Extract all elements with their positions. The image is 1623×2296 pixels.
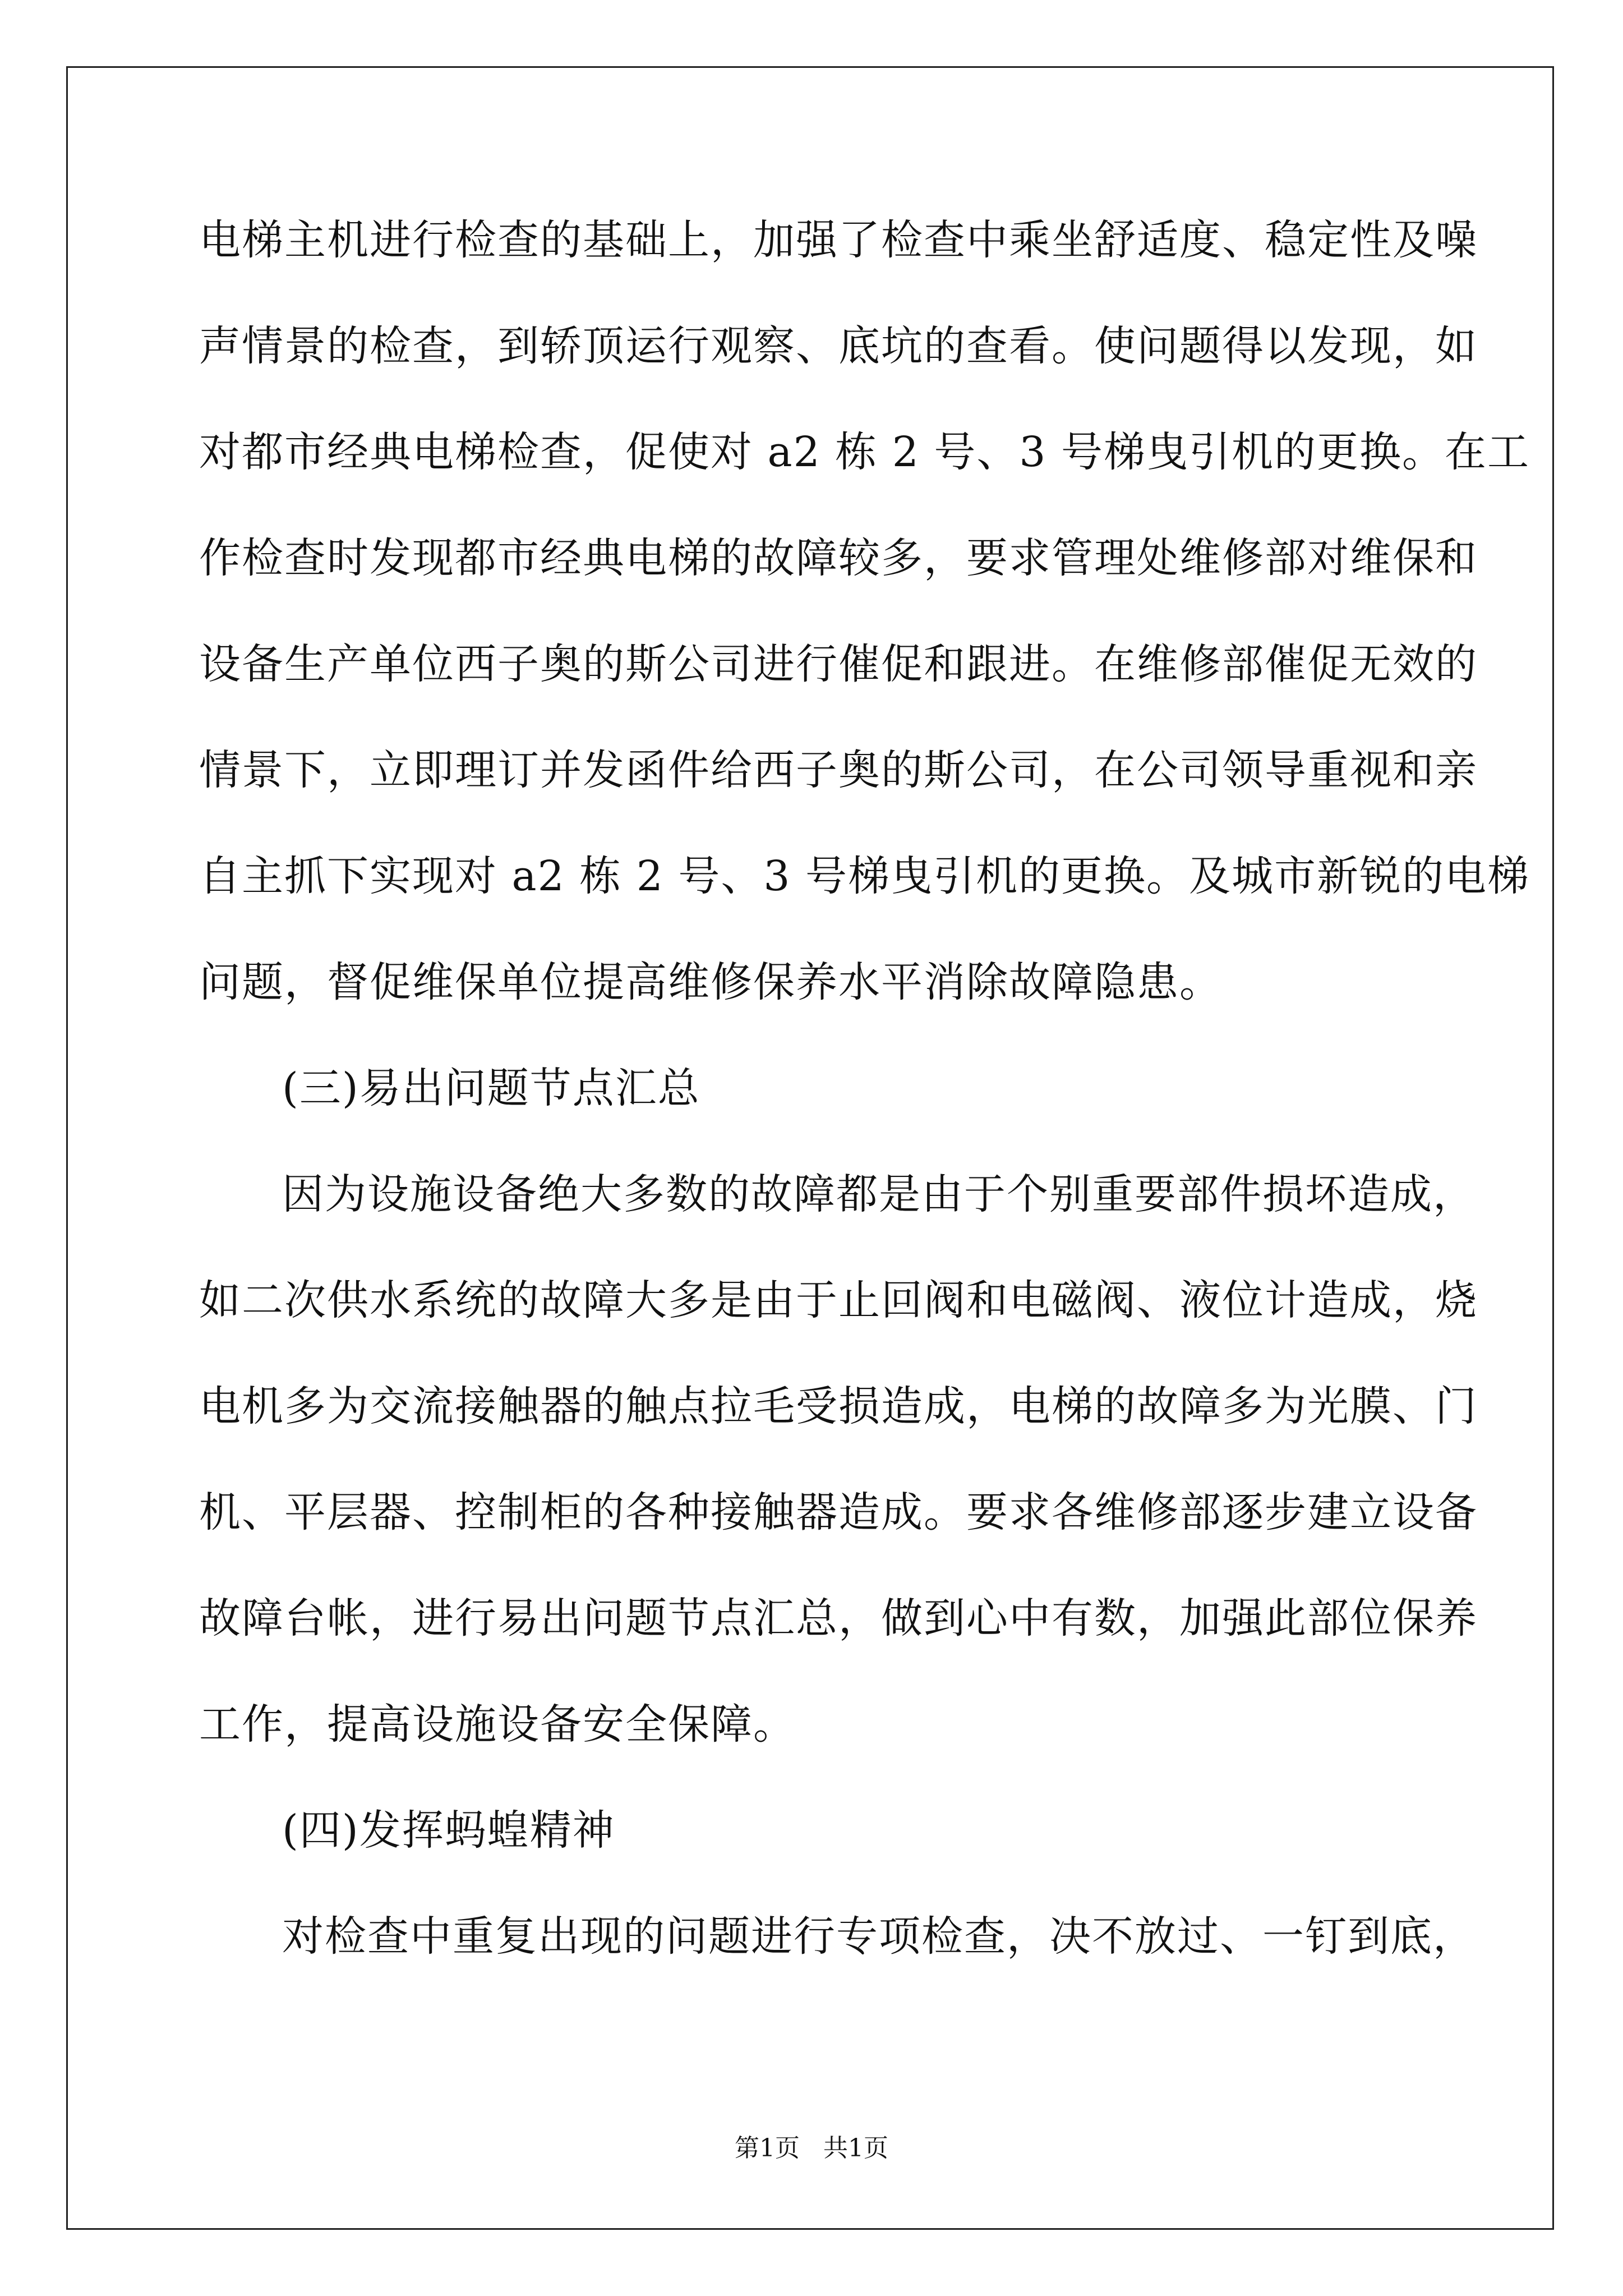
text-line: 电梯主机进行检查的基础上，加强了检查中乘坐舒适度、稳定性及噪: [199, 216, 1478, 264]
section-heading: (三)易出问题节点汇总: [282, 1064, 700, 1112]
text-line: 机、平层器、控制柜的各种接触器造成。要求各维修部逐步建立设备: [199, 1488, 1478, 1536]
text-line: 对都市经典电梯检查，促使对 a2 栋 2 号、3 号梯曳引机的更换。在工: [199, 428, 1530, 476]
text-line: 工作，提高设施设备安全保障。: [199, 1700, 796, 1749]
text-line: 作检查时发现都市经典电梯的故障较多，要求管理处维修部对维保和: [199, 534, 1478, 582]
text-line: 对检查中重复出现的问题进行专项检查，决不放过、一钉到底，: [282, 1912, 1476, 1961]
text-line: 故障台帐，进行易出问题节点汇总，做到心中有数，加强此部位保养: [199, 1594, 1478, 1642]
text-line: 因为设施设备绝大多数的故障都是由于个别重要部件损坏造成，: [282, 1170, 1476, 1218]
text-line: 声情景的检查，到轿顶运行观察、底坑的查看。使问题得以发现，如: [199, 322, 1478, 370]
text-line: 电机多为交流接触器的触点拉毛受损造成，电梯的故障多为光膜、门: [199, 1382, 1478, 1430]
text-line: 情景下，立即理订并发函件给西子奥的斯公司，在公司领导重视和亲: [199, 746, 1478, 794]
text-line: 如二次供水系统的故障大多是由于止回阀和电磁阀、液位计造成，烧: [199, 1276, 1478, 1324]
section-heading: (四)发挥蚂蝗精神: [282, 1806, 615, 1855]
page-border: [66, 66, 1554, 2230]
text-line: 问题，督促维保单位提高维修保养水平消除故障隐患。: [199, 958, 1222, 1006]
text-line: 自主抓下实现对 a2 栋 2 号、3 号梯曳引机的更换。及城市新锐的电梯: [199, 852, 1530, 900]
page-number-footer: 第1页 共1页: [735, 2134, 888, 2162]
text-line: 设备生产单位西子奥的斯公司进行催促和跟进。在维修部催促无效的: [199, 640, 1478, 688]
